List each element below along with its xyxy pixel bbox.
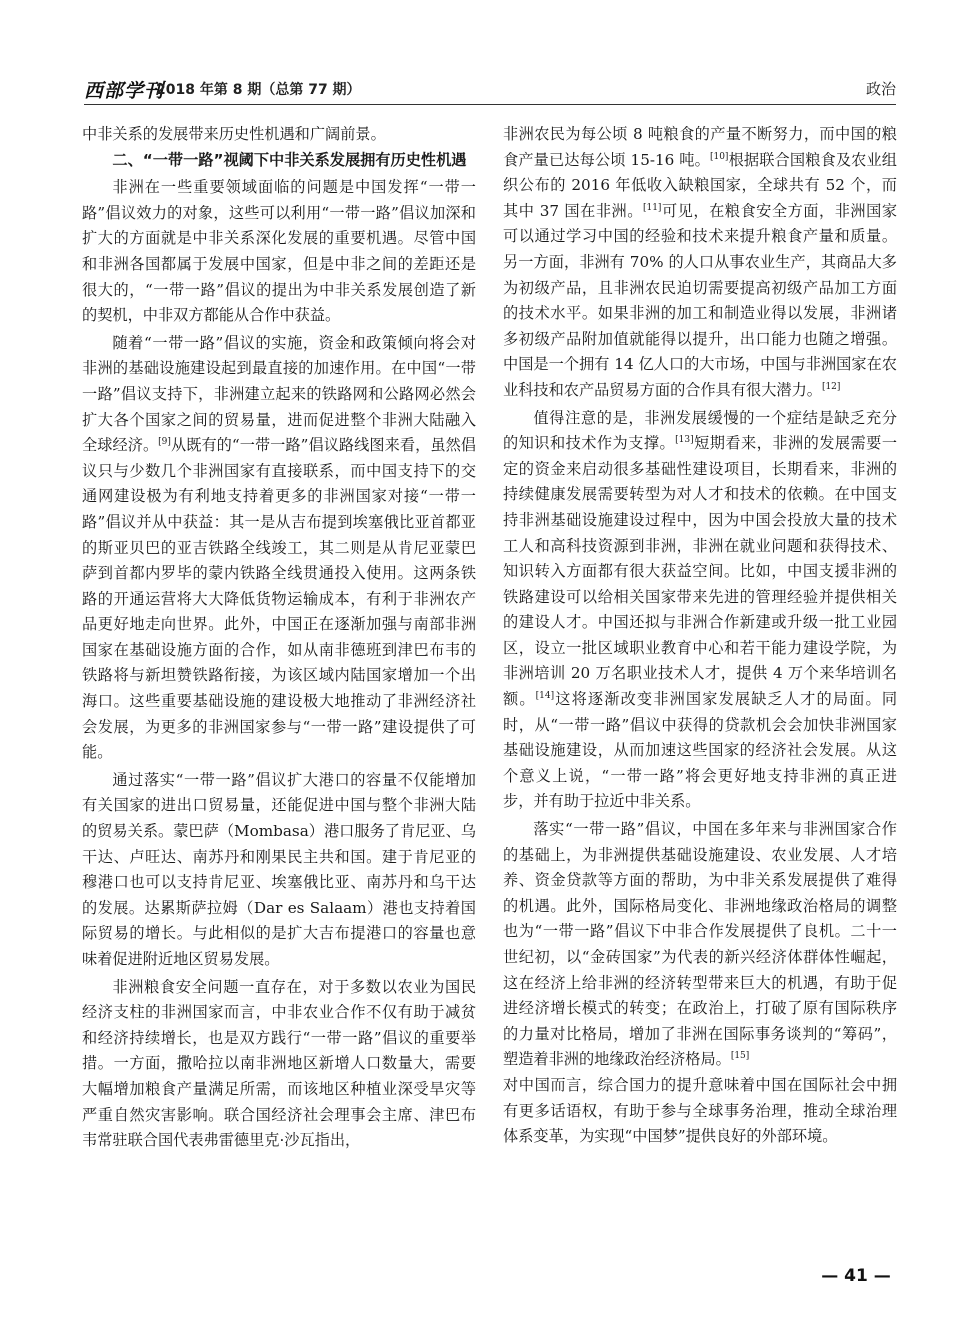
paragraph — [503, 817, 897, 1073]
header-rule — [84, 104, 896, 105]
paragraph — [503, 406, 897, 816]
paragraph-text: 这将逐渐改变非洲国家发展缺乏人才的局面。同时，从“一带一路”倡议中获得的贷款机会会加快非洲国家基础设施建设，从而加速这些国家的经济社会发展。从这个意义上说，“一带一路”将会更好地支持非洲的真正进步，并有助于拉近中非关系。 — [503, 690, 898, 811]
page-number: — 41 — — [821, 1266, 891, 1286]
paragraph: 非洲粮食安全问题一直存在，对于多数以农业为国民经济支柱的非洲国家而言，中非农业合作不仅有助于减贫和经济持续增长，也是双方践行“一带一路”倡议的重要举措。一方面，撒哈拉以南非洲地区新增人口数量大，需要大幅增加粮食产量满足所需，而该地区种植业深受旱灾等严重自然灾害影响。联合国经济社会理事会主席、津巴布韦常驻联合国代表弗雷德里克·沙瓦指出， — [82, 977, 476, 1150]
paragraph-text: 非洲农民为每公顷 8 吨粮食的产量不断努力，而中国的粮食产量已达每公顷 15-16 吨。 — [503, 125, 897, 169]
citation-ref: [11] — [642, 202, 662, 213]
page-header — [84, 76, 896, 106]
citation-ref: [13] — [675, 435, 694, 446]
paragraph-text: 从既有的“一带一路”倡议路线图来看，虽然倡议只与少数几个非洲国家有直接联系，而中国支持下的交通网建设极为有利地支持着更多的非洲国家对接“一带一路”倡议并从中获益：其一是从吉布提到埃塞俄比亚首都亚的斯亚贝巴的亚吉铁路全线竣工，其二则是从肯尼亚蒙巴萨到首都内罗毕的蒙内铁路全线贯通投入使用。这两条铁路的开通运营将大大降低货物运输成本，有利于非洲农产品更好地走向世界。此外，中国正在逐渐加强与南部非洲国家在基础设施方面的合作，如从南非德班到津巴布韦的铁路将与新坦赞铁路衔接，为该区域内陆国家增加一个出海口。这些重要基础设施的建设极大地推动了非洲经济社会发展，为更多的非洲国家参与“一带一路”建设提供了可能。 — [82, 436, 476, 762]
left-column — [82, 122, 476, 1154]
section-heading: 二、“一带一路”视阈下中非关系发展拥有历史性机遇 — [112, 150, 467, 169]
paragraph: 中非关系的发展带来历史性机遇和广阔前景。 — [82, 125, 386, 143]
paragraph: 通过落实“一带一路”倡议扩大港口的容量不仅能增加有关国家的进出口贸易量，还能促进中国与整个非洲大陆的贸易关系。蒙巴萨（Mombasa）港口服务了肯尼亚、乌干达、卢旺达、南苏丹和刚果民主共和国。建于肯尼亚的穆港口也可以支持肯尼亚、埃塞俄比亚、南苏丹和乌干达的发展。达累斯萨拉姆（Dar es Salaam）港也支持着国际贸易的增长。与此相似的是扩大吉布提港口的容量也意味着促进附近地区贸易发展。 — [82, 770, 476, 968]
paragraph-text: 可见，在粮食安全方面，非洲国家可以通过学习中国的经验和技术来提升粮食产量和质量。另一方面，非洲有 70% 的人口从事农业生产，其商品大多为初级产品，且非洲农民迫切需要提高初级产品加工方面的技术水平。如果非洲的加工和制造业得以发展，非洲诸多初级产品附加值就能得以提升，出口能力也随之增强。中国是一个拥有 14 亿人口的大市场，中国与非洲国家在农业科技和农产品贸易方面的合作具有很大潜力。 — [503, 201, 898, 399]
paragraph: 非洲在一些重要领域面临的问题是中国发挥“一带一路”倡议效力的对象，这些可以利用“一带一路”倡议加深和扩大的方面就是中非关系深化发展的重要机遇。尽管中国和非洲各国都属于发展中国家，但是中非之间的差距还是很大的，“一带一路”倡议的提出为中非关系发展创造了新的契机，中非双方都能从合作中获益。 — [82, 178, 476, 325]
paragraph-text: 短期看来，非洲的发展需要一定的资金来启动很多基础性建设项目，长期看来，非洲的持续健康发展需要转型为对人才和技术的依赖。在中国支持非洲基础设施建设过程中，因为中国会投放大量的技术工人和高科技资源到非洲，非洲在就业问题和获得技术、知识转入方面都有很大获益空间。比如，中国支援非洲的铁路建设可以给相关国家带来先进的管理经验并提供相关的建设人才。中国还拟与非洲合作新建或升级一批工业园区，设立一批区域职业教育中心和若干能力建设学院，为非洲培训 20 万名职业技术人才，提供 4 万个来华培训名额。 — [503, 434, 898, 709]
paragraph-text: 根据联合国粮食及农业组织公布的 2016 年低收入缺粮国家，全球共有 52 个，而其中 37 国在非洲。 — [503, 150, 897, 220]
citation-ref: [14] — [535, 691, 555, 701]
paragraph-text: 值得注意的是，非洲发展缓慢的一个症结是缺乏充分的知识和技术作为支撑。 — [503, 408, 897, 453]
section-label: 政治 — [865, 80, 896, 98]
issue-info: 2018 年第 8 期（总第 77 期） — [156, 82, 361, 98]
paragraph-text: 随着“一带一路”倡议的实施，资金和政策倾向将会对非洲的基础设施建设起到最直接的加速作用。在中国“一带一路”倡议支持下，非洲建立起来的铁路网和公路网必然会扩大各个国家之间的贸易量，进而促进整个非洲大陆融入全球经济。 — [82, 333, 476, 455]
paragraph-text: 落实“一带一路”倡议，中国在多年来与非洲国家合作的基础上，为非洲提供基础设施建设、农业发展、人才培养、资金贷款等方面的帮助，为中非关系发展提供了难得的机遇。此外，国际格局变化、非洲地缘政治格局的调整也为“一带一路”倡议下中非合作发展提供了良机。二十一世纪初，以“金砖国家”为代表的新兴经济体群体性崛起，这在经济上给非洲的经济转型带来巨大的机遇，有助于促进经济增长模式的转变；在政治上，打破了原有国际秩序的力量对比格局，增加了非洲在国际事务谈判的“筹码”，塑造着非洲的地缘政治经济格局。 — [503, 820, 897, 1069]
citation-ref: [9] — [158, 437, 171, 448]
paragraph — [82, 331, 476, 766]
right-column — [503, 122, 897, 1150]
paragraph — [503, 122, 897, 404]
journal-masthead: 西部学刊 — [84, 80, 165, 102]
citation-ref: [10] — [709, 151, 729, 162]
citation-ref: [12] — [821, 381, 841, 392]
citation-ref: [15] — [730, 1051, 750, 1062]
paragraph: 对中国而言，综合国力的提升意味着中国在国际社会中拥有更多话语权，有助于参与全球事务治理，推动全球治理体系变革，为实现“中国梦”提供良好的外部环境。 — [503, 1075, 897, 1146]
